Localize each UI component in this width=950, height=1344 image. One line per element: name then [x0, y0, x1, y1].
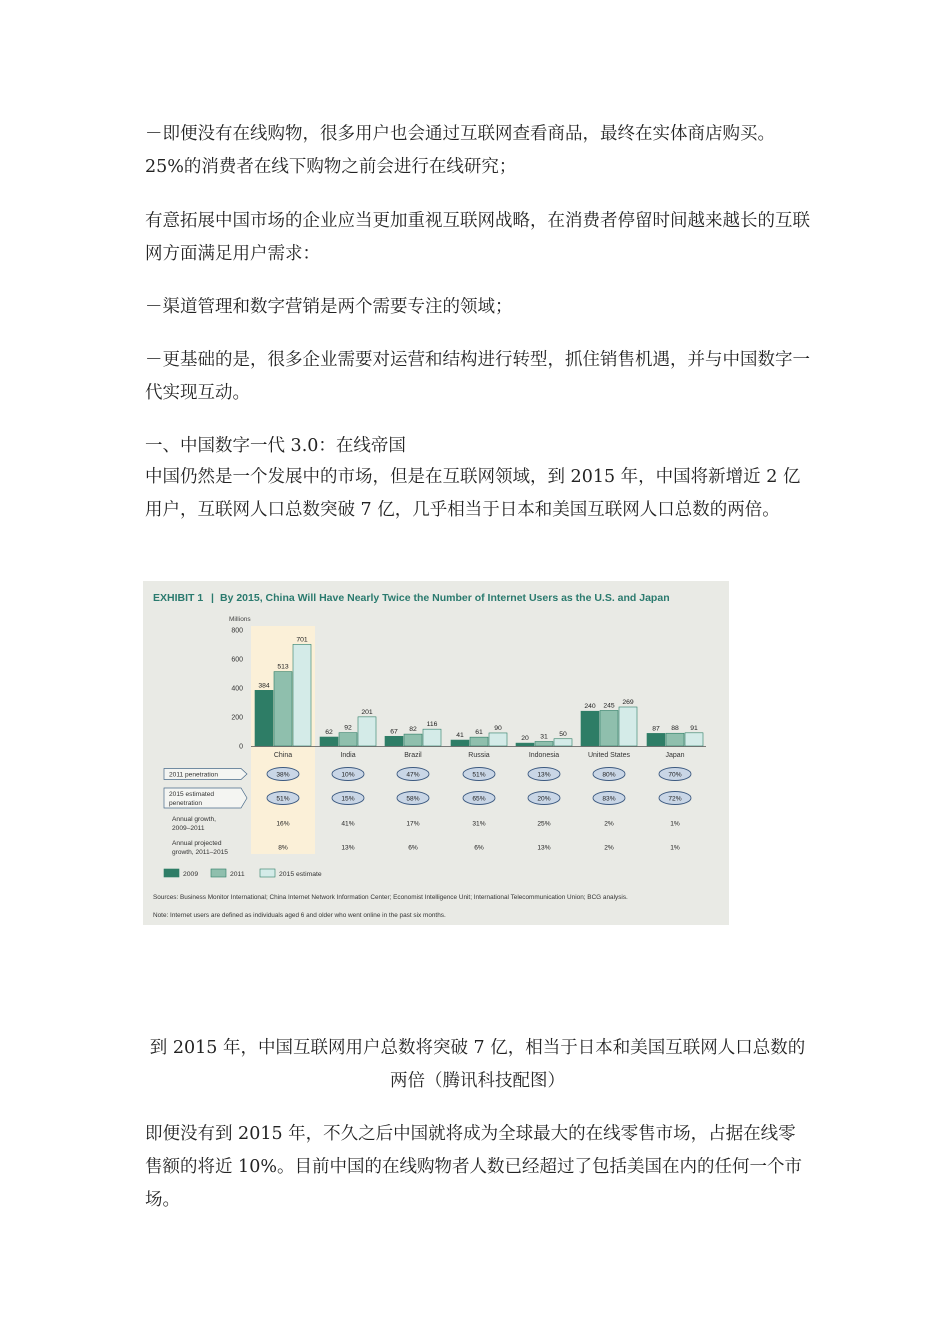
row-value: 13%: [537, 771, 551, 779]
data-label: 88: [671, 725, 679, 733]
bar-india-2015-estimate: [358, 717, 376, 746]
chart-svg: [143, 581, 729, 925]
row-label: penetration: [169, 800, 202, 807]
row-value: 25%: [537, 820, 551, 828]
row-value: 38%: [276, 771, 290, 779]
row-value: 6%: [474, 844, 484, 852]
paragraph-online-retail: 即便没有到 2015 年，不久之后中国就将成为全球最大的在线零售市场，占据在线零售额的将近 10%。目前中国的在线购物者人数已经超过了包括美国在内的任何一个市场。: [145, 1124, 802, 1210]
row-value: 2%: [604, 844, 614, 852]
category-label-india: India: [340, 752, 356, 759]
paragraph-internet-strategy: 有意拓展中国市场的企业应当更加重视互联网战略，在消费者停留时间越来越长的互联网方面满足用户需求：: [145, 211, 810, 264]
y-tick-label: 200: [231, 714, 243, 722]
bar-united-states-2011: [600, 710, 618, 746]
data-label: 62: [325, 729, 333, 737]
row-label: Annual growth,: [172, 816, 216, 823]
data-label: 513: [277, 663, 289, 671]
data-label: 269: [622, 698, 634, 706]
y-tick-label: 600: [231, 656, 243, 664]
category-label-brazil: Brazil: [404, 752, 422, 759]
paragraph-online-research: －即便没有在线购物，很多用户也会通过互联网查看商品，最终在实体商店购买。25%的消费者在线下购物之前会进行在线研究；: [145, 124, 775, 177]
bar-indonesia-2011: [535, 742, 553, 746]
row-value: 31%: [472, 820, 486, 828]
data-label: 701: [296, 636, 308, 644]
row-value: 8%: [278, 844, 288, 852]
bar-japan-2011: [666, 733, 684, 746]
y-tick-label: 0: [239, 743, 243, 751]
row-value: 6%: [408, 844, 418, 852]
row-value: 58%: [406, 795, 420, 803]
bar-russia-2015-estimate: [489, 733, 507, 746]
data-label: 87: [652, 725, 660, 733]
y-tick-label: 800: [231, 627, 243, 635]
bar-japan-2009: [647, 733, 665, 746]
y-tick-label: 400: [231, 685, 243, 693]
data-label: 82: [409, 726, 417, 734]
data-label: 91: [690, 724, 698, 732]
bar-brazil-2015-estimate: [423, 729, 441, 746]
data-label: 67: [390, 728, 398, 736]
paragraph-transformation: －更基础的是，很多企业需要对运营和结构进行转型，抓住销售机遇，并与中国数字一代实现互动。: [145, 350, 810, 403]
row-value: 13%: [341, 844, 355, 852]
bar-brazil-2011: [404, 734, 422, 746]
section-heading: 一、中国数字一代 3.0：在线帝国: [145, 436, 406, 456]
data-label: 92: [344, 724, 352, 732]
legend-label-2015-estimate: 2015 estimate: [279, 871, 322, 878]
row-value: 20%: [537, 795, 551, 803]
y-axis-label: Millions: [229, 616, 251, 623]
legend-label-2009: 2009: [183, 871, 199, 878]
chart-exhibit-label: EXHIBIT 1: [153, 592, 204, 604]
row-value: 51%: [276, 795, 290, 803]
bar-china-2009: [255, 690, 273, 746]
bar-indonesia-2015-estimate: [554, 739, 572, 746]
row-value: 2%: [604, 820, 614, 828]
chart-sources: Sources: Business Monitor International; China Internet Network Information Center; Economist Intelligence Unit; International Telecommunication Union; BCG analysis.: [153, 894, 628, 901]
data-label: 240: [584, 703, 596, 711]
bar-china-2011: [274, 672, 292, 746]
chart-caption: 到 2015 年，中国互联网用户总数将突破 7 亿，相当于日本和美国互联网人口总数的两倍（腾讯科技配图）: [149, 1038, 806, 1091]
row-value: 47%: [406, 771, 420, 779]
row-value: 10%: [341, 771, 355, 779]
bar-china-2015-estimate: [293, 644, 311, 746]
data-label: 31: [540, 733, 548, 741]
data-label: 41: [456, 732, 464, 740]
bar-brazil-2009: [385, 736, 403, 746]
paragraph-internet-users: 中国仍然是一个发展中的市场，但是在互联网领域，到 2015 年，中国将新增近 2 亿用户，互联网人口总数突破 7 亿，几乎相当于日本和美国互联网人口总数的两倍。: [145, 467, 801, 520]
category-label-japan: Japan: [665, 752, 685, 759]
chart-note: Note: Internet users are defined as individuals aged 6 and older who went online in the past six months.: [153, 912, 446, 919]
bar-japan-2015-estimate: [685, 733, 703, 746]
legend-swatch-2011: [211, 869, 226, 877]
row-value: 1%: [670, 820, 680, 828]
data-label: 201: [361, 708, 373, 716]
bar-india-2009: [320, 737, 338, 746]
data-label: 90: [494, 724, 502, 732]
row-value: 16%: [276, 820, 290, 828]
data-label: 384: [258, 682, 270, 690]
bar-russia-2009: [451, 740, 469, 746]
bar-united-states-2009: [581, 711, 599, 746]
row-value: 65%: [472, 795, 486, 803]
row-value: 70%: [668, 771, 682, 779]
bar-india-2011: [339, 733, 357, 746]
data-label: 50: [559, 730, 567, 738]
row-value: 15%: [341, 795, 355, 803]
row-value: 17%: [406, 820, 420, 828]
row-label: 2011 penetration: [169, 771, 219, 779]
chart-title-separator: |: [211, 592, 214, 604]
exhibit-chart: [143, 581, 729, 925]
data-label: 116: [426, 721, 438, 729]
legend-swatch-2015-estimate: [260, 869, 275, 877]
row-value: 83%: [602, 795, 616, 803]
category-label-russia: Russia: [468, 752, 490, 759]
chart-title: By 2015, China Will Have Nearly Twice the Number of Internet Users as the U.S. and Japan: [220, 592, 670, 604]
legend-swatch-2009: [164, 869, 179, 877]
category-label-united-states: United States: [587, 752, 631, 759]
row-label: 2009–2011: [172, 825, 205, 832]
row-value: 13%: [537, 844, 551, 852]
bar-united-states-2015-estimate: [619, 707, 637, 746]
data-label: 61: [475, 729, 483, 737]
category-label-china: China: [273, 752, 293, 759]
data-label: 20: [521, 735, 529, 743]
legend-label-2011: 2011: [230, 871, 245, 878]
row-label: 2015 estimated: [169, 791, 215, 798]
row-value: 41%: [341, 820, 355, 828]
row-label: Annual projected: [172, 840, 222, 847]
row-label: growth, 2011–2015: [172, 849, 228, 856]
row-value: 72%: [668, 795, 682, 803]
row-value: 80%: [602, 771, 616, 779]
row-value: 1%: [670, 844, 680, 852]
paragraph-channel-management: －渠道管理和数字营销是两个需要专注的领域；: [145, 297, 513, 317]
bar-russia-2011: [470, 737, 488, 746]
bar-indonesia-2009: [516, 743, 534, 746]
row-value: 51%: [472, 771, 486, 779]
data-label: 245: [603, 702, 615, 710]
category-label-indonesia: Indonesia: [528, 752, 560, 759]
